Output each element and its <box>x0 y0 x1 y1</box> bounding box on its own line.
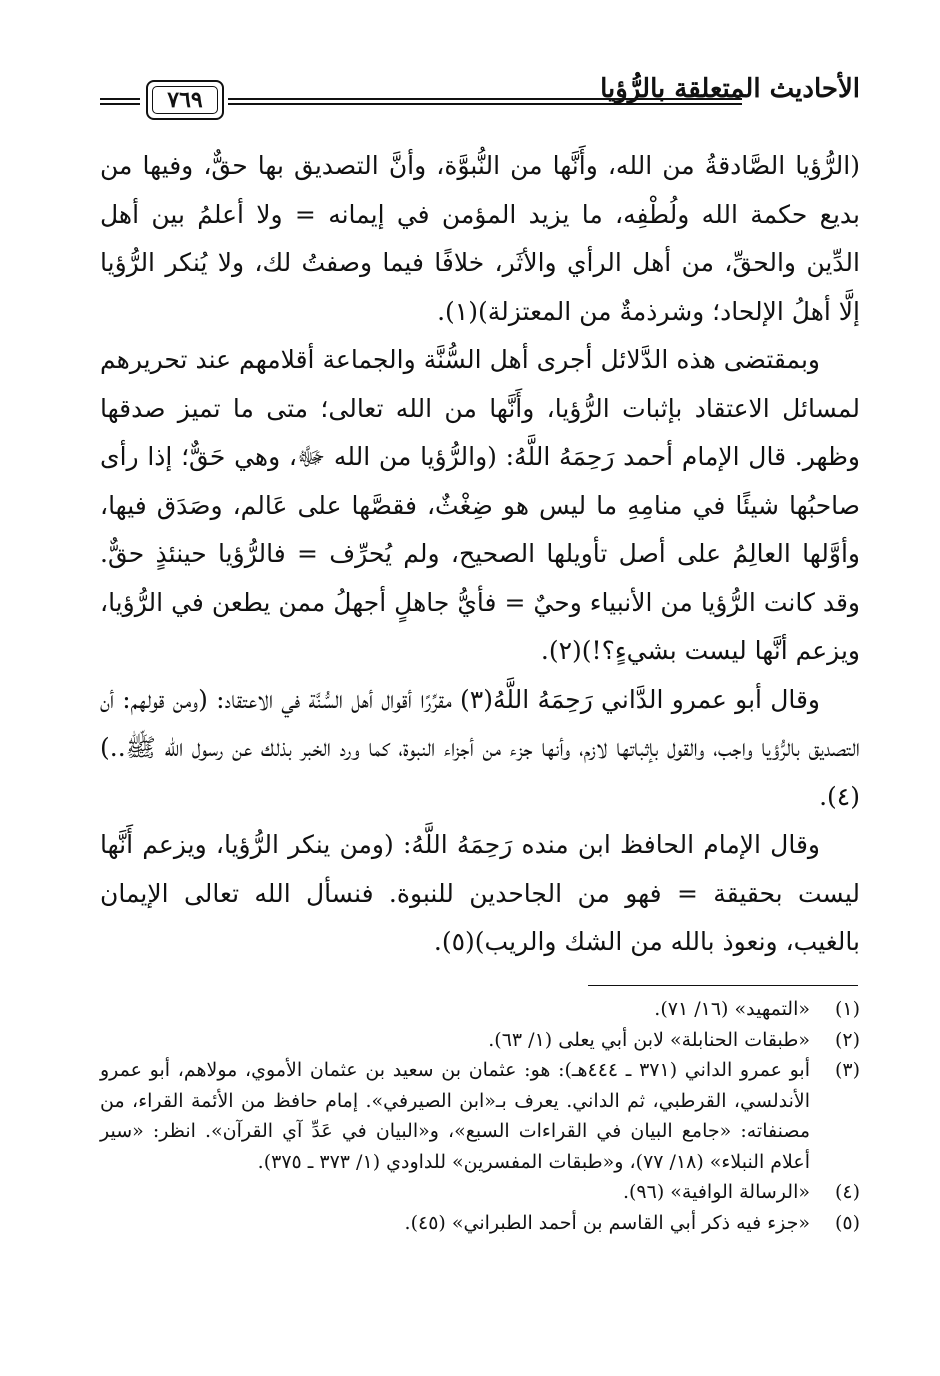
footnote-text: «التمهيد» (١٦/ ٧١). <box>654 998 810 1020</box>
footnote-text: أبو عمرو الداني (٣٧١ ـ ٤٤٤هـ): هو: عثمان بن سعيد بن عثمان الأموي، مولاهم، أبو عمرو الأندلسي، القرطبي، ثم الداني. يعرف بـ«ابن الصيرفي». إمام حافظ من الأئمة القراء، من مصنفاته: «جامع البيان في القراءات السبع»، و«البيان في عَدِّ آي القرآن». انظر: «سير أعلام النبلاء» (١٨/ ٧٧)، و«طبقات المفسرين» للداودي (١/ ٣٧٣ ـ ٣٧٥). <box>100 1059 810 1173</box>
header-rule <box>228 98 742 100</box>
footnote <box>100 994 860 1025</box>
paragraph: وبمقتضى هذه الدَّلائل أجرى أهل السُّنَّة والجماعة أقلامهم عند تحريرهم لمسائل الاعتقاد بإثبات الرُّؤيا، وأَنَّها من الله تعالى؛ متى ما تميز صدقها وظهر. قال الإمام أحمد رَحِمَهُ اللَّهُ: (والرُّؤيا من الله ﷻ، وهي حَقٌّ؛ إذا رأى صاحبُها شيئًا في منامِهِ ما ليس هو ضِغْثٌ، فقصَّها على عَالم، وصَدَق فيها، وأوَّلها العالِمُ على أصل تأويلها الصحيح، ولم يُحرِّف = فالرُّؤيا حينئذٍ حقٌّ. وقد كانت الرُّؤيا من الأنبياء وحيٌ = فأيُّ جاهلٍ أجهلُ ممن يطعن في الرُّؤيا، ويزعم أنَّها ليست بشيءٍ؟!)(٢). <box>100 345 860 665</box>
header-rule <box>100 98 140 100</box>
footnote-text: «الرسالة الوافية» (٩٦). <box>622 1181 810 1203</box>
footnotes <box>100 994 860 1238</box>
header-rule <box>228 103 742 105</box>
footnote-number: (٥) <box>834 1211 860 1234</box>
main-text <box>100 142 860 967</box>
footnote-text: «طبقات الحنابلة» لابن أبي يعلى (١/ ٦٣). <box>488 1028 810 1051</box>
running-title: الأحاديث المتعلقة بالرُّؤيا <box>600 74 860 104</box>
footnote-text: «جزء فيه ذكر أبي القاسم بن أحمد الطبراني» (٤٥). <box>404 1211 810 1234</box>
footnote <box>100 1177 860 1208</box>
page-number: ٧٦٩ <box>152 86 218 114</box>
page-header <box>100 72 860 128</box>
paragraph: وقال الإمام الحافظ ابن منده رَحِمَهُ اللَّهُ: (ومن ينكر الرُّؤيا، ويزعم أَنَّها ليست بحقيقة = فهو من الجاحدين للنبوة. فنسأل الله تعالى الإيمان بالغيب، ونعوذ بالله من الشك والريب)(٥). <box>100 830 860 956</box>
paragraph: (الرُّؤيا الصَّادقةُ من الله، وأَنَّها من النُّبوَّة، وأنَّ التصديق بها حقٌّ، وفيها من بديع حكمة الله ولُطْفِه، ما يزيد المؤمن في إيمانه = ولا أعلمُ بين أهل الدِّين والحقِّ، من أهل الرأي والأثَر، خلافًا فيما وصفتُ لك، ولا يُنكر الرُّؤيا إلَّا أهلُ الإلحاد؛ وشرذمةٌ من المعتزلة)(١). <box>100 151 860 326</box>
footnote-number: (٢) <box>834 1028 860 1051</box>
footnote-number: (٣) <box>834 1059 860 1081</box>
footnote <box>100 1208 860 1239</box>
footnote-number: (١) <box>834 998 860 1020</box>
page-number-frame <box>146 80 224 120</box>
footnote <box>100 1025 860 1056</box>
footnote-number: (٤) <box>834 1181 860 1203</box>
header-rule <box>100 103 140 105</box>
footnote <box>100 1055 860 1177</box>
paragraph: وقال أبو عمرو الدَّاني رَحِمَهُ اللَّهُ(٣) مقرِّرًا أقوال أهل السُّنَّة في الاعتقاد: (ومن قولهم: أن التصديق بالرُّؤيا واجب، والقول بإثباتها لازم، وأنها جزء من أجزاء النبوة، كما ورد الخبر بذلك عن رسول الله ﷺ..)(٤). <box>100 684 860 811</box>
footnote-separator <box>588 985 858 986</box>
